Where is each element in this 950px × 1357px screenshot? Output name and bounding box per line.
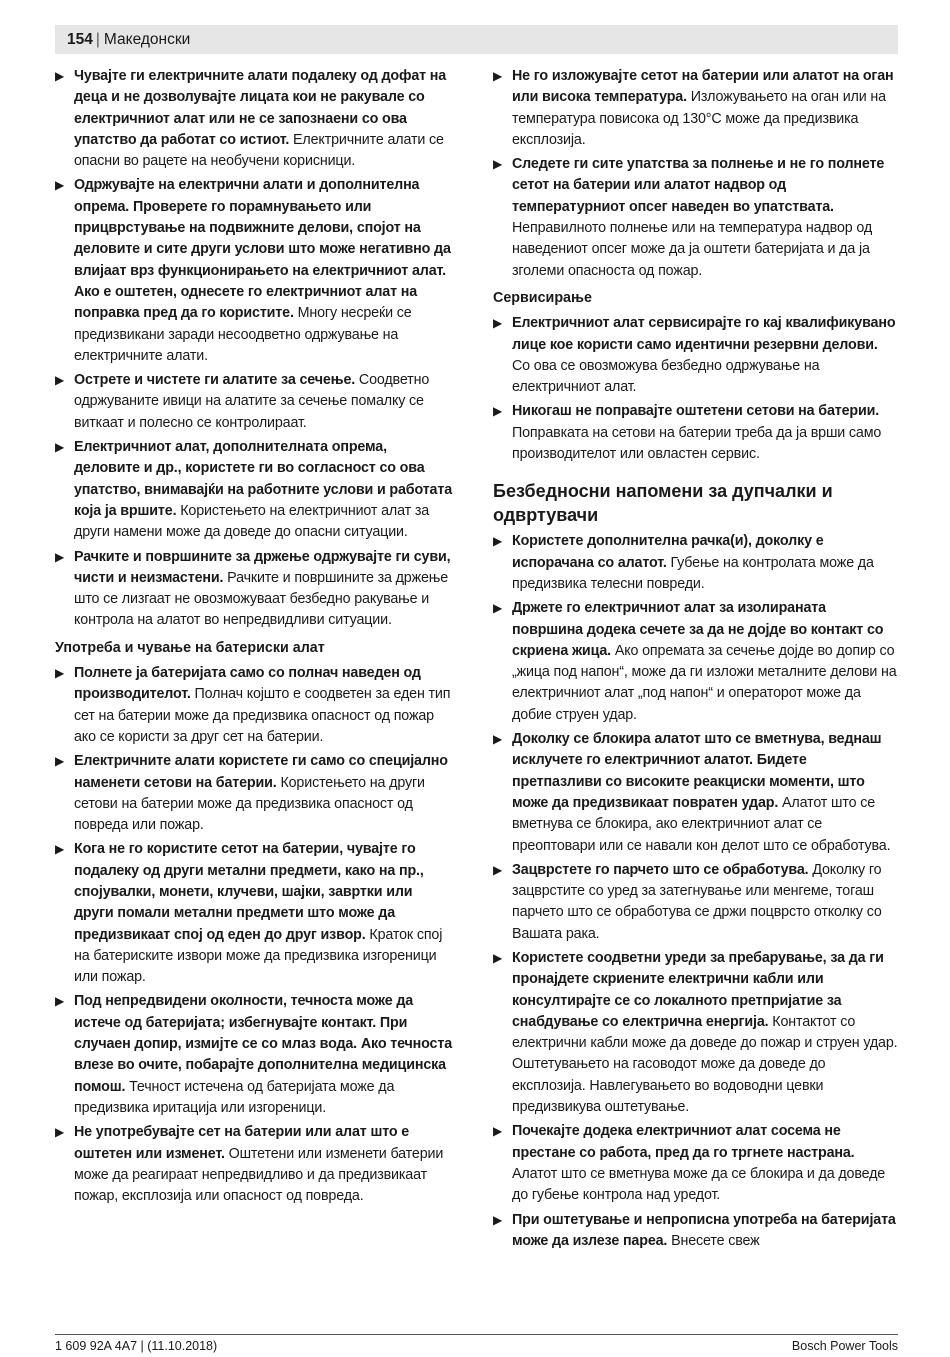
list-item: ▶ Користете дополнителна рачка(и), доколку е испорачана со алатот. Губење на контролата може да предизвика телесни повреди.	[493, 533, 874, 592]
list-item: ▶ Никогаш не поправајте оштетени сетови на батерии. Поправката на сетови на батерии треба да ја врши само производителот или овластен сервис.	[493, 403, 882, 463]
page-header	[55, 25, 898, 54]
list-item: ▶ Следете ги сите упатства за полнење и не го полнете сетот на батерии или алатот надвор од температурниот опсег наведен во упатствата. Неправилното полнење или на температура надвор од наведениот опсег може да ја оштети батеријата и да ја зголеми опасноста од пожар.	[493, 156, 885, 279]
arrow-bullet-icon: ▶	[55, 842, 65, 857]
list-item: ▶ Почекајте додека електричниот алат сосема не престане со работа, пред да го тргнете настрана. Алатот што се вметнува може да се блокира и да доведе до губење контрола над уредот.	[493, 1123, 886, 1204]
arrow-bullet-icon: ▶	[493, 1124, 503, 1139]
list-item: ▶ Под непредвидени околности, течноста може да истече од батеријата; избегнувајте контакт. При случаен допир, измијте се со млаз вода. Ако течноста влезе во очите, побарајте дополнителна медицинска помош. Течност истечена од батеријата може да предизвика иритација или изгореници.	[55, 993, 453, 1116]
footer-divider	[55, 1334, 898, 1335]
footer-document-id: 1 609 92A 4A7 | (11.10.2018)	[55, 1339, 218, 1353]
subsection-heading: Сервисирање	[493, 289, 592, 306]
list-item: ▶ При оштетување и непрописна употреба на батеријата може да излезе пареа. Внесете свеж	[493, 1211, 896, 1249]
header-separator: |	[95, 31, 100, 48]
list-item: ▶ Кога не го користите сетот на батерии, чувајте го подалеку од други метални предмети, како на пр., спојувалки, монети, клучеви, шајки, завртки или други помали метални предмети што може да предизвикаат спој од еден до друг извор. Краток спој на батериските извори може да предизвика изгореници или пожар.	[55, 841, 443, 986]
footer-brand: Bosch Power Tools	[791, 1339, 898, 1353]
arrow-bullet-icon: ▶	[55, 994, 65, 1009]
list-item: ▶ Острете и чистете ги алатите за сечење. Соодветно одржуваните ивици на алатите за сечење помалку се виткаат и полесно се контролираат.	[55, 372, 430, 431]
list-item: ▶ Не го изложувајте сетот на батерии или алатот на оган или висока температура. Изложувањето на оган или на температура повисока од 130°C може да предизвика експлозија.	[493, 68, 894, 148]
subsection-heading: Употреба и чување на батериски алат	[55, 639, 325, 656]
right-column	[493, 66, 898, 1255]
list-item: ▶ Зацврстете го парчето што се обработува. Доколку го зацврстите со уред за затегнување или менгеме, тогаш парчето што се обработува се држи поцврсто отколку со Вашата рака.	[493, 861, 882, 942]
list-item: ▶ Рачките и површините за држење одржувајте ги суви, чисти и неизмастени. Рачките и површините за држење што се лизгаат не овозможуваат безбедно ракување и контрола на алатот во непредвидливи ситуации.	[55, 548, 451, 629]
page-number: 154	[67, 31, 93, 48]
header-text	[67, 31, 190, 49]
list-item: ▶ Користете соодветни уреди за пребарување, за да ги пронајдете скриените електрични кабли или консултирајте се со локалното претпријатие за снабдување со електрична енергија. Контактот со електрични кабли може да доведе до пожар и струен удар. Оштетувањето на гасоводот може да доведе до експлозија. Навлегувањето во водоводни цевки предизвикува оштетување.	[493, 949, 898, 1116]
list-item: ▶ Одржувајте на електрични алати и дополнителна опрема. Проверете го порамнувањето или прицврстување на подвижните делови, спојот на деловите и сите други услови што може негативно да влијаат врз функционирањето на електричниот алат. Ако е оштетен, однесете го електричниот алат на поправка пред да го користите. Многу несреќи се предизвикани заради несоодветно одржување на електричните алати.	[55, 177, 451, 364]
arrow-bullet-icon: ▶	[493, 1212, 503, 1227]
arrow-bullet-icon: ▶	[55, 666, 65, 681]
list-item: ▶ Електричниот алат сервисирајте го кај квалификувано лице кое користи само идентични резервни делови. Со ова се овозможува безбедно одржување на електричниот алат.	[493, 315, 896, 396]
arrow-bullet-icon: ▶	[493, 316, 503, 331]
list-item: ▶ Доколку се блокира алатот што се вметнува, веднаш исклучете го електричниот алатот. Бидете претпазливи со високите реакциски моменти, што може да предизвикаат повратен удар. Алатот што се вметнува се блокира, ако електричниот алат се преоптовари или се навали кон делот што се обработува.	[493, 731, 891, 854]
arrow-bullet-icon: ▶	[55, 1125, 65, 1140]
arrow-bullet-icon: ▶	[55, 440, 65, 455]
list-item: ▶ Електричните алати користете ги само со специјално наменети сетови на батерии. Користењето на други сетови на батерии може да предизвика опасност од повреда или пожар.	[55, 753, 448, 834]
arrow-bullet-icon: ▶	[55, 69, 65, 83]
list-item: ▶ Чувајте ги електричните алати подалеку од дофат на деца и не дозволувајте лицата кои не ракувале со електричниот алат или не се запознаени со ова упатство да работат со истиот. Електричните алати се опасни во рацете на необучени корисници.	[55, 68, 447, 170]
arrow-bullet-icon: ▶	[55, 178, 65, 193]
arrow-bullet-icon: ▶	[493, 732, 503, 747]
arrow-bullet-icon: ▶	[493, 69, 503, 83]
arrow-bullet-icon: ▶	[55, 754, 65, 769]
arrow-bullet-icon: ▶	[55, 373, 65, 388]
list-item: ▶ Не употребувајте сет на батерии или алат што е оштетен или изменет. Оштетени или изменети батерии може да реагираат непредвидливо и да предизвикаат пожар, експлозија или опасност од повреда.	[55, 1124, 444, 1205]
left-column	[55, 66, 453, 1210]
arrow-bullet-icon: ▶	[493, 157, 503, 172]
arrow-bullet-icon: ▶	[493, 862, 503, 877]
arrow-bullet-icon: ▶	[493, 950, 503, 965]
list-item: ▶ Електричниот алат, дополнителната опрема, деловите и др., користете ги во согласност со ова упатство, внимавајќи на работните услови и работата која ја вршите. Користењето на електричниот алат за други намени може да доведе до опасни ситуации.	[55, 439, 453, 541]
section-title: Безбедносни напомени за дупчалки и одвртувачи	[493, 481, 833, 526]
arrow-bullet-icon: ▶	[493, 404, 503, 419]
arrow-bullet-icon: ▶	[493, 534, 503, 549]
list-item: ▶ Држете го електричниот алат за изолираната површина додека сечете за да не дојде во контакт со скриена жица. Ако опремата за сечење дојде во допир со „жица под напон“, може да ги изложи металните делови на електричниот алат „под напон“ и операторот може да добие струен удар.	[493, 600, 897, 723]
arrow-bullet-icon: ▶	[55, 549, 65, 564]
list-item: ▶ Полнете ја батеријата само со полнач наведен од производителот. Полнач којшто е соодветен за еден тип сет на батерии може да предизвика опасност од пожар ако се користи за друг сет на батерии.	[55, 665, 451, 745]
arrow-bullet-icon: ▶	[493, 601, 503, 616]
header-language: Македонски	[103, 31, 191, 48]
